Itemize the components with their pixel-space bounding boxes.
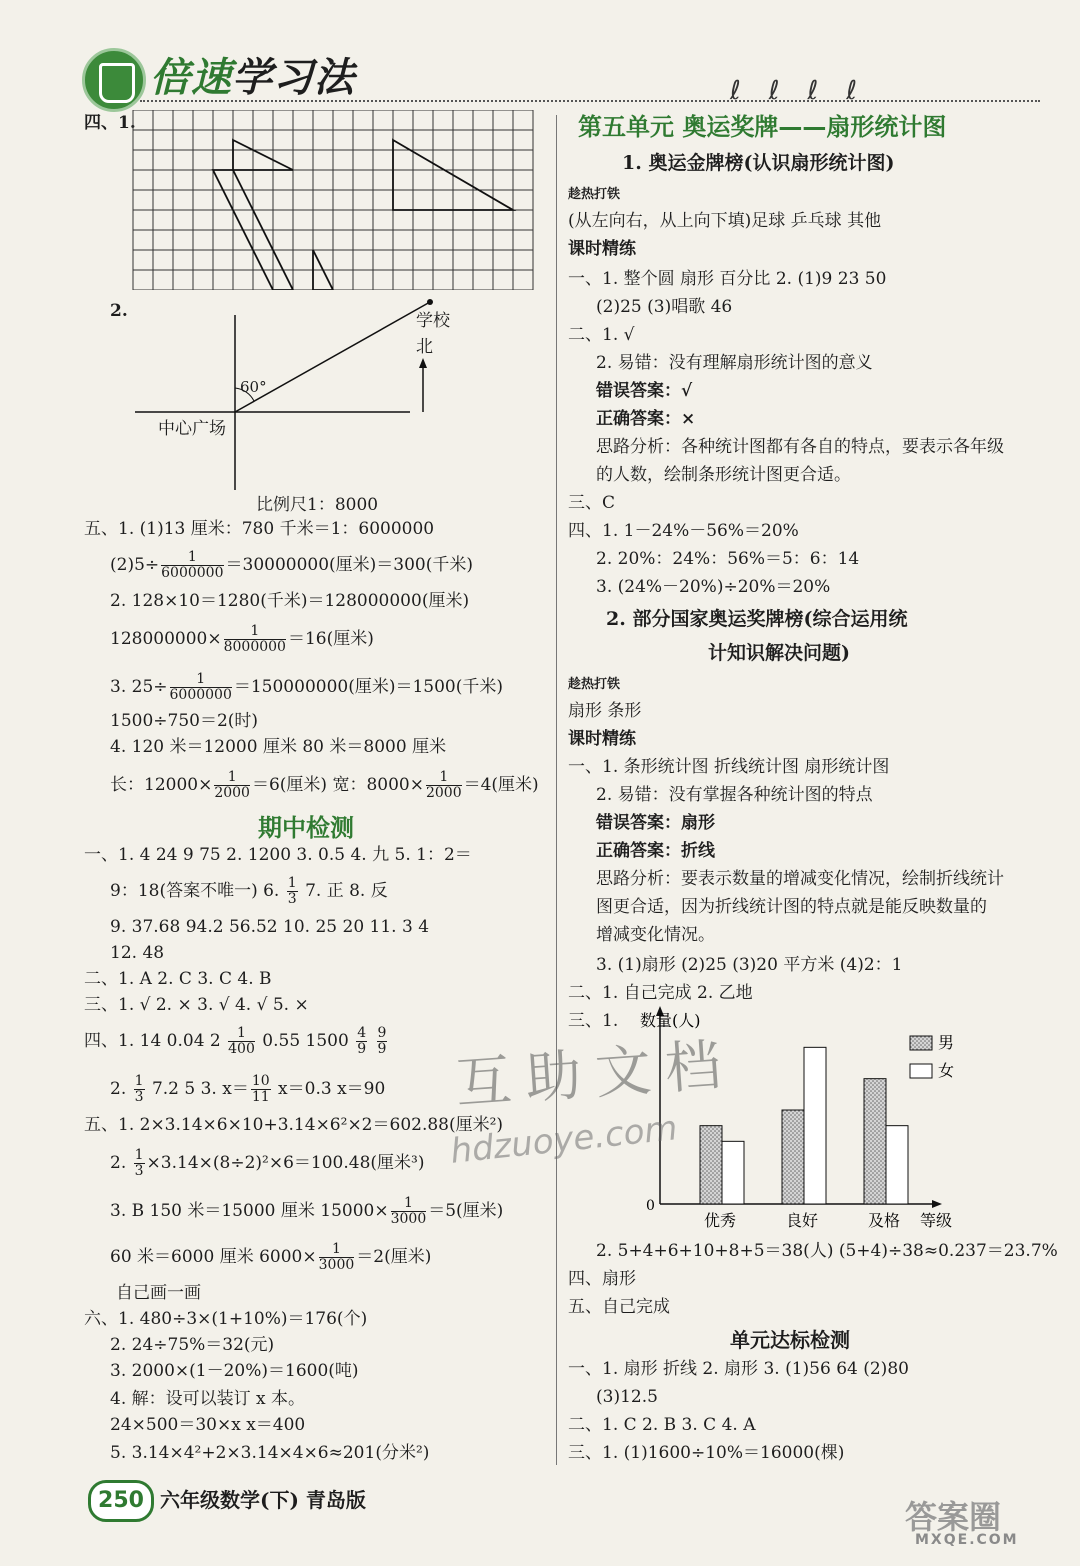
north-label: 北 [416,337,433,357]
unit-title: 第五单元 奥运奖牌——扇形统计图 [578,113,947,141]
x-tick-label: 及格 [868,1211,901,1230]
logo-icon [82,48,146,112]
column-divider [556,115,557,1465]
answer-line: 四、扇形 [568,1269,636,1289]
lesson-label: 课时精练 [568,239,636,259]
answer-line: 3. 2000×(1－20%)＝1600(吨) [110,1361,359,1381]
answer-line: 5. 3.14×4²+2×3.14×4×6≈201(分米²) [110,1443,430,1463]
legend-label-female: 女 [938,1061,955,1080]
answer-line: 2. $\frac{1}{3}$ 7.2 5 3. x＝ $\frac{10}{11}$ x＝0.3 x＝90 [110,1073,386,1105]
q4-label: 四、1. [84,113,136,133]
answer-line: 2. 20%：24%：56%＝5：6：14 [596,549,860,569]
answer-line: 一、1. 条形统计图 折线统计图 扇形统计图 [568,757,890,777]
answer-line: 2. 5+4+6+10+8+5＝38(人) (5+4)÷38≈0.237＝23.7% [596,1241,1058,1261]
lesson1-title: 1. 奥运金牌榜(认识扇形统计图) [622,152,895,174]
answer-line: 一、1. 扇形 折线 2. 扇形 3. (1)56 64 (2)80 [568,1359,909,1379]
answer-line: 1500÷750＝2(时) [110,711,259,731]
decorative-curls: ℓℓℓℓ [730,76,885,106]
answer-line: (2)25 (3)唱歌 46 [596,297,733,317]
lesson2-title: 2. 部分国家奥运奖牌榜(综合运用统 [606,608,908,630]
answer-line: 2. 24÷75%＝32(元) [110,1335,275,1355]
answer-line: 扇形 条形 [568,701,642,721]
answer-line: 正确答案：× [596,409,696,429]
legend-swatch-male [910,1036,932,1050]
answer-line: 一、1. 整个圆 扇形 百分比 2. (1)9 23 50 [568,269,887,289]
answer-line: 2. 易错：没有理解扇形统计图的意义 [596,353,873,373]
lesson-label: 课时精练 [568,729,636,749]
warmup-label: 趁热打铁 [568,187,621,202]
legend-swatch-female [910,1064,932,1078]
header-title: 倍速学习法 [150,55,355,101]
answer-line: 长：12000× $\frac{1}{2000}$ ＝6(厘米) 宽：8000× $\frac{1}{2000}$ ＝4(厘米) [110,769,539,801]
answer-line: 三、1. [568,1011,619,1031]
answer-line: 三、C [568,493,616,513]
angle-label: 60° [240,378,267,396]
answer-line: 思路分析：各种统计图都有各自的特点，要表示各年级 [596,437,1004,457]
unit-test-title: 单元达标检测 [730,1328,850,1352]
answer-line: (从左向右，从上向下填)足球 乒乓球 其他 [568,211,882,231]
answer-line: (2)5÷ $\frac{1}{6000000}$ ＝30000000(厘米)＝300(千米) [110,549,474,581]
grid-figure [132,110,546,290]
bar-female [804,1047,826,1204]
answer-line: 五、自己完成 [568,1297,670,1317]
answer-line: 3. B 150 米＝15000 厘米 15000× $\frac{1}{3000}$ ＝5(厘米) [110,1195,504,1227]
answer-line: 4. 120 米＝12000 厘米 80 米＝8000 厘米 [110,737,447,757]
bar-male [864,1079,886,1204]
warmup-label: 趁热打铁 [568,677,621,692]
answer-line: 3. (24%－20%)÷20%＝20% [596,577,831,597]
answer-line: 2. 128×10＝1280(千米)＝128000000(厘米) [110,591,470,611]
answer-line: 3. (1)扇形 (2)25 (3)20 平方米 (4)2：1 [596,955,903,975]
answer-line: 128000000× $\frac{1}{8000000}$ ＝16(厘米) [110,623,374,655]
footer-title: 六年级数学(下) 青岛版 [160,1488,366,1512]
answer-line: 四、1. 14 0.04 2 $\frac{1}{400}$ 0.55 1500 $\frac{4}{9}$ $\frac{9}{9}$ [84,1025,387,1057]
answer-line: 三、1. (1)1600÷10%＝16000(棵) [568,1443,845,1463]
answer-line: 60 米＝6000 厘米 6000× $\frac{1}{3000}$ ＝2(厘米) [110,1241,432,1273]
watermark-text: 互助文档 [453,1032,738,1117]
answer-line: 二、1. √ [568,325,635,345]
answer-line: 一、1. 4 24 9 75 2. 1200 3. 0.5 4. 九 5. 1：2＝ [84,845,472,865]
answer-line: 六、1. 480÷3×(1+10%)＝176(个) [84,1309,368,1329]
answer-line: 3. 25÷ $\frac{1}{6000000}$ ＝150000000(厘米)＝1500(千米) [110,671,503,703]
corner-watermark: 答案圈 [905,1498,1002,1536]
bar-female [886,1126,908,1204]
x-tick-label: 优秀 [704,1211,737,1230]
answer-line: 4. 解：设可以装订 x 本。 [110,1389,306,1409]
watermark-url: hdzuoye.com [448,1108,680,1172]
school-label: 学校 [416,311,450,331]
answer-line: 二、1. A 2. C 3. C 4. B [84,969,272,989]
lesson2-title-cont: 计知识解决问题) [708,642,850,664]
answer-line: 9. 37.68 94.2 56.52 10. 25 20 11. 3 4 [110,917,430,937]
legend-label-male: 男 [938,1033,955,1052]
answer-line: 正确答案：折线 [596,841,715,861]
answer-line: 12. 48 [110,943,165,963]
answer-line: 二、1. 自己完成 2. 乙地 [568,983,753,1003]
answer-line: 三、1. √ 2. × 3. √ 4. √ 5. × [84,995,309,1015]
center-label: 中心广场 [158,419,226,439]
answer-line: 五、1. (1)13 厘米：780 千米＝1：6000000 [84,519,435,539]
corner-watermark-url: MXQE.COM [915,1532,1019,1548]
answer-line: 9：18(答案不唯一) 6. $\frac{1}{3}$ 7. 正 8. 反 [110,875,388,907]
answer-line: 错误答案：扇形 [596,813,715,833]
answer-line: 二、1. C 2. B 3. C 4. A [568,1415,756,1435]
q4-2-label: 2. [110,301,128,321]
answer-line: (3)12.5 [596,1387,658,1407]
answer-line: 2. $\frac{1}{3}$ ×3.14×(8÷2)²×6＝100.48(厘米³) [110,1147,425,1179]
bar-male [700,1126,722,1204]
midterm-title: 期中检测 [258,814,354,842]
answer-line: 四、1. 1－24%－56%＝20% [568,521,799,541]
answer-line: 的人数，绘制条形统计图更合适。 [596,465,851,485]
page-number: 250 [88,1480,154,1522]
origin-label: 0 [646,1198,655,1214]
answer-line: 错误答案：√ [596,381,693,401]
answer-line: 增减变化情况。 [596,925,715,945]
bar-male [782,1110,804,1204]
answer-line: 2. 易错：没有掌握各种统计图的特点 [596,785,873,805]
x-tick-label: 良好 [786,1211,819,1230]
bar-female [722,1141,744,1204]
answer-line: 图更合适，因为折线统计图的特点就是能反映数量的 [596,897,987,917]
scale-label: 比例尺1：8000 [256,495,379,515]
answer-line: 24×500＝30×x x＝400 [110,1415,306,1435]
answer-line: 五、1. 2×3.14×6×10+3.14×6²×2＝602.88(厘米²) [84,1115,504,1135]
answer-line: 自己画一画 [116,1283,201,1303]
header-divider [140,100,1040,102]
x-axis-label: 等级 [920,1211,953,1230]
y-axis-label: 数量(人) [640,1011,701,1030]
small-triangle [233,140,293,170]
answer-line: 思路分析：要表示数量的增减变化情况，绘制折线统计 [596,869,1004,889]
